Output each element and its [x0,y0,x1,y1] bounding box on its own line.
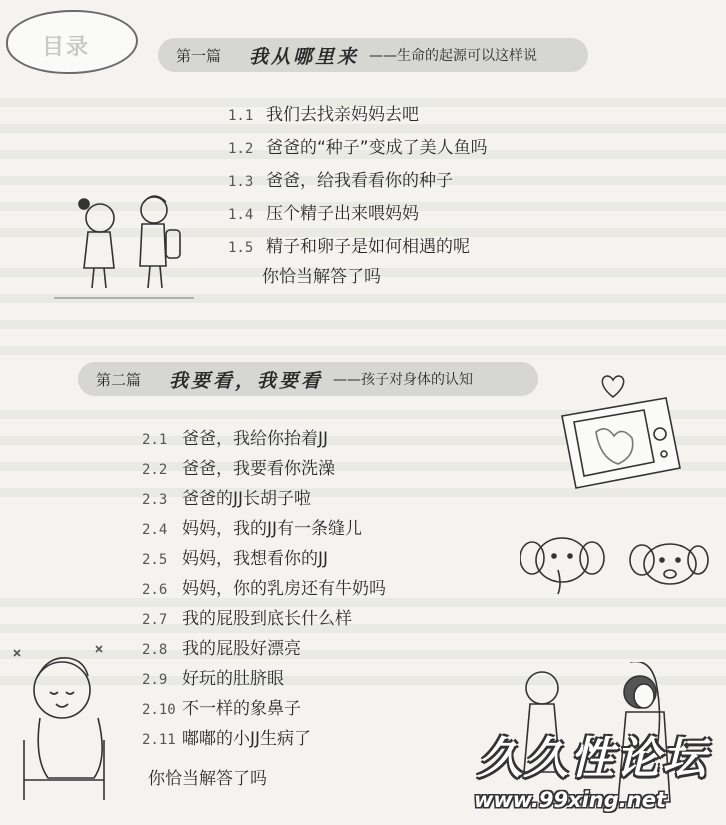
toc-number: 2.6 [142,582,168,598]
part2-quiz-link[interactable]: 你恰当解答了吗 [148,769,267,789]
toc-title: 爸爸的“种子”变成了美人鱼吗 [266,138,488,158]
contents-heading: 目录 [42,35,91,60]
toc-entry[interactable] [228,199,488,232]
part2-subtitle: ——孩子对身体的认知 [333,372,474,388]
part1-toc [228,100,488,265]
toc-number: 2.1 [142,432,168,448]
toc-number: 2.11 [142,732,176,748]
toc-entry[interactable] [228,232,488,265]
part1-banner [158,38,588,72]
toc-entry[interactable] [142,724,386,754]
part2-toc [142,424,386,754]
part2-banner [78,362,538,396]
toc-number: 2.10 [142,702,176,718]
toc-number: 2.2 [142,462,168,478]
watermark-url: www.99xing.net [474,788,666,812]
toc-entry[interactable] [228,100,488,133]
child-on-potty-illustration [4,640,124,810]
toc-title: 妈妈，你的乳房还有牛奶吗 [182,579,386,599]
part1-label: 第一篇 [176,46,222,65]
toc-number: 1.3 [228,174,254,190]
toc-entry[interactable] [142,484,386,514]
part1-title: 我从哪里来 [249,45,360,68]
two-children-illustration [48,188,198,303]
toc-number: 2.9 [142,672,168,688]
part1-subtitle: ——生命的起源可以这样说 [369,48,538,64]
toc-number: 1.2 [228,141,254,157]
toc-title: 爸爸，给我看看你的种子 [266,171,453,191]
toc-title: 我的屁股到底长什么样 [182,609,352,629]
part2-label: 第二篇 [96,370,142,389]
toc-title: 压个精子出来喂妈妈 [266,204,419,224]
toc-entry[interactable] [142,514,386,544]
toc-entry[interactable] [142,544,386,574]
toc-title: 精子和卵子是如何相遇的呢 [266,237,470,257]
toc-title: 爸爸的JJ长胡子啦 [182,489,312,509]
part2-title: 我要看，我要看 [169,369,324,392]
part1-quiz-link[interactable]: 你恰当解答了吗 [262,267,381,287]
toc-entry[interactable] [142,454,386,484]
toc-number: 1.4 [228,207,254,223]
toc-entry[interactable] [228,166,488,199]
toc-entry[interactable] [142,604,386,634]
toc-entry[interactable] [228,133,488,166]
toc-number: 2.3 [142,492,168,508]
toc-title: 我的屁股好漂亮 [182,639,301,659]
toc-title: 爸爸，我要看你洗澡 [182,459,335,479]
toc-entry[interactable] [142,664,386,694]
toc-title: 妈妈，我想看你的JJ [182,549,329,569]
toc-title: 不一样的象鼻子 [182,699,301,719]
toc-number: 1.5 [228,240,254,256]
toc-entry[interactable] [142,424,386,454]
toc-title: 嘟嘟的小JJ生病了 [182,729,312,749]
toc-entry[interactable] [142,634,386,664]
toc-entry[interactable] [142,694,386,724]
toc-title: 好玩的肚脐眼 [182,669,284,689]
toc-number: 2.5 [142,552,168,568]
toc-title: 我们去找亲妈妈去吧 [266,105,419,125]
elephant-illustration [520,530,710,600]
toc-entry[interactable] [142,574,386,604]
watermark-site-name: 久久性论坛 [478,733,708,784]
toc-title: 爸爸，我给你抬着JJ [182,429,329,449]
toc-number: 2.4 [142,522,168,538]
toc-title: 妈妈，我的JJ有一条缝儿 [182,519,363,539]
camera-photo-illustration [556,392,686,492]
toc-number: 1.1 [228,108,254,124]
toc-number: 2.7 [142,612,168,628]
toc-number: 2.8 [142,642,168,658]
